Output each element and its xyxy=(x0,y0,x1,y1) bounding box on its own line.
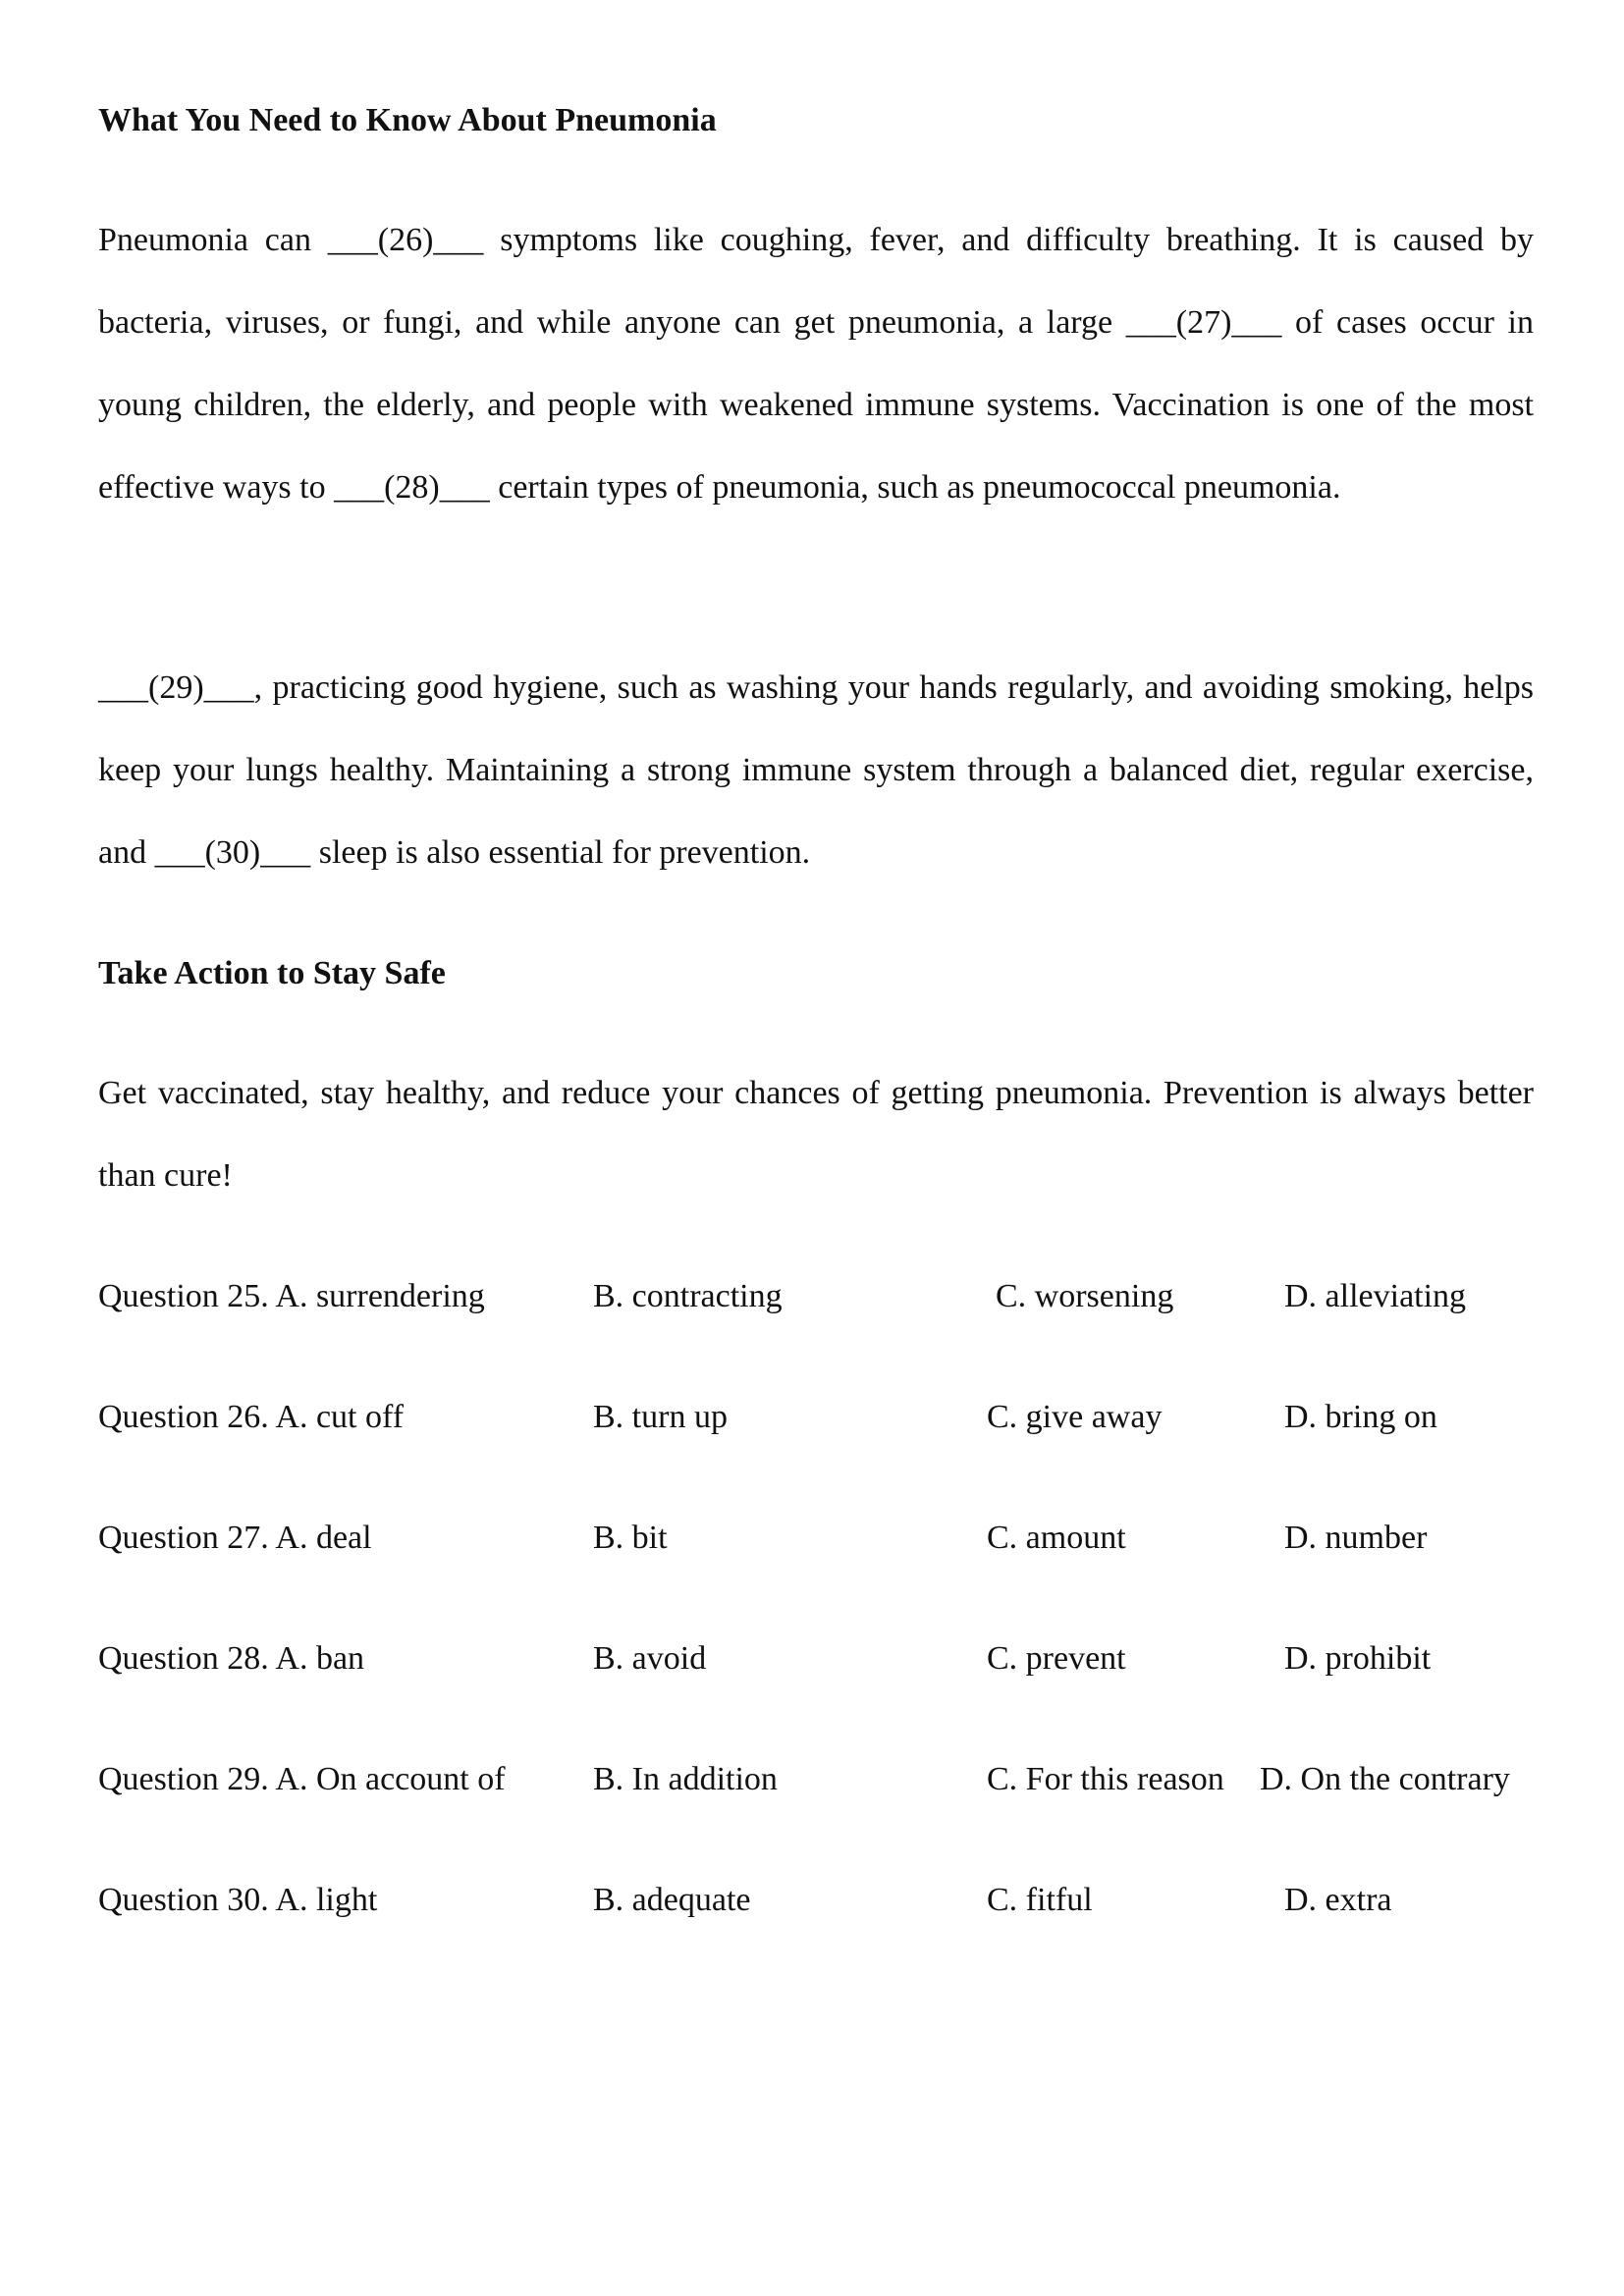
question-row xyxy=(98,1398,1551,1437)
question-row xyxy=(98,1760,1551,1799)
question-row xyxy=(98,1639,1551,1679)
question-row xyxy=(98,1277,1551,1316)
question-option-a: Question 30. A. light xyxy=(98,1882,378,1918)
question-option-b: B. adequate xyxy=(593,1882,751,1918)
question-option-a: Question 26. A. cut off xyxy=(98,1399,405,1435)
section-heading-take-action: Take Action to Stay Safe xyxy=(98,955,446,991)
question-option-a: Question 29. A. On account of xyxy=(98,1761,506,1797)
question-row xyxy=(98,1881,1551,1920)
question-option-a: Question 27. A. deal xyxy=(98,1520,372,1556)
section-heading-pneumonia: What You Need to Know About Pneumonia xyxy=(98,102,717,138)
question-option-c: C. fitful xyxy=(987,1882,1093,1918)
question-option-a: Question 28. A. ban xyxy=(98,1640,365,1677)
question-option-d: D. alleviating xyxy=(1284,1278,1467,1314)
question-option-c: C. worsening xyxy=(996,1278,1174,1314)
paragraph-take-action: Get vaccinated, stay healthy, and reduce your chances of getting pneumonia. Prevention is always better than cure! xyxy=(98,1075,1534,1194)
question-option-d: D. prohibit xyxy=(1284,1640,1432,1677)
question-option-b: B. bit xyxy=(593,1520,668,1556)
question-option-b: B. In addition xyxy=(593,1761,778,1797)
paragraph-prevention: ___(29)___, practicing good hygiene, such as washing your hands regularly, and avoiding smoking, helps keep your lungs healthy. Maintaining a strong immune system through a balanced diet, regular exercise, and ___(30)___ sleep is also essential for prevention. xyxy=(98,669,1534,871)
question-option-c: C. give away xyxy=(987,1399,1163,1435)
question-row xyxy=(98,1519,1551,1558)
question-option-d: D. extra xyxy=(1284,1882,1392,1918)
question-option-c: C. For this reason xyxy=(987,1761,1224,1797)
question-option-b: B. avoid xyxy=(593,1640,707,1677)
question-option-d: D. number xyxy=(1284,1520,1428,1556)
question-option-c: C. prevent xyxy=(987,1640,1126,1677)
question-option-d: D. bring on xyxy=(1284,1399,1437,1435)
question-option-a: Question 25. A. surrendering xyxy=(98,1278,485,1314)
question-option-d: D. On the contrary xyxy=(1260,1761,1510,1797)
question-option-b: B. turn up xyxy=(593,1399,728,1435)
paragraph-intro: Pneumonia can ___(26)___ symptoms like coughing, fever, and difficulty breathing. It is caused by bacteria, viruses, or fungi, and while anyone can get pneumonia, a large ___(27)___ of cases occur in young children, the elderly, and people with weakened immune systems. Vaccination is one of the most effective ways to ___(28)___ certain types of pneumonia, such as pneumococcal pneumonia. xyxy=(98,222,1534,506)
question-option-b: B. contracting xyxy=(593,1278,783,1314)
question-option-c: C. amount xyxy=(987,1520,1126,1556)
